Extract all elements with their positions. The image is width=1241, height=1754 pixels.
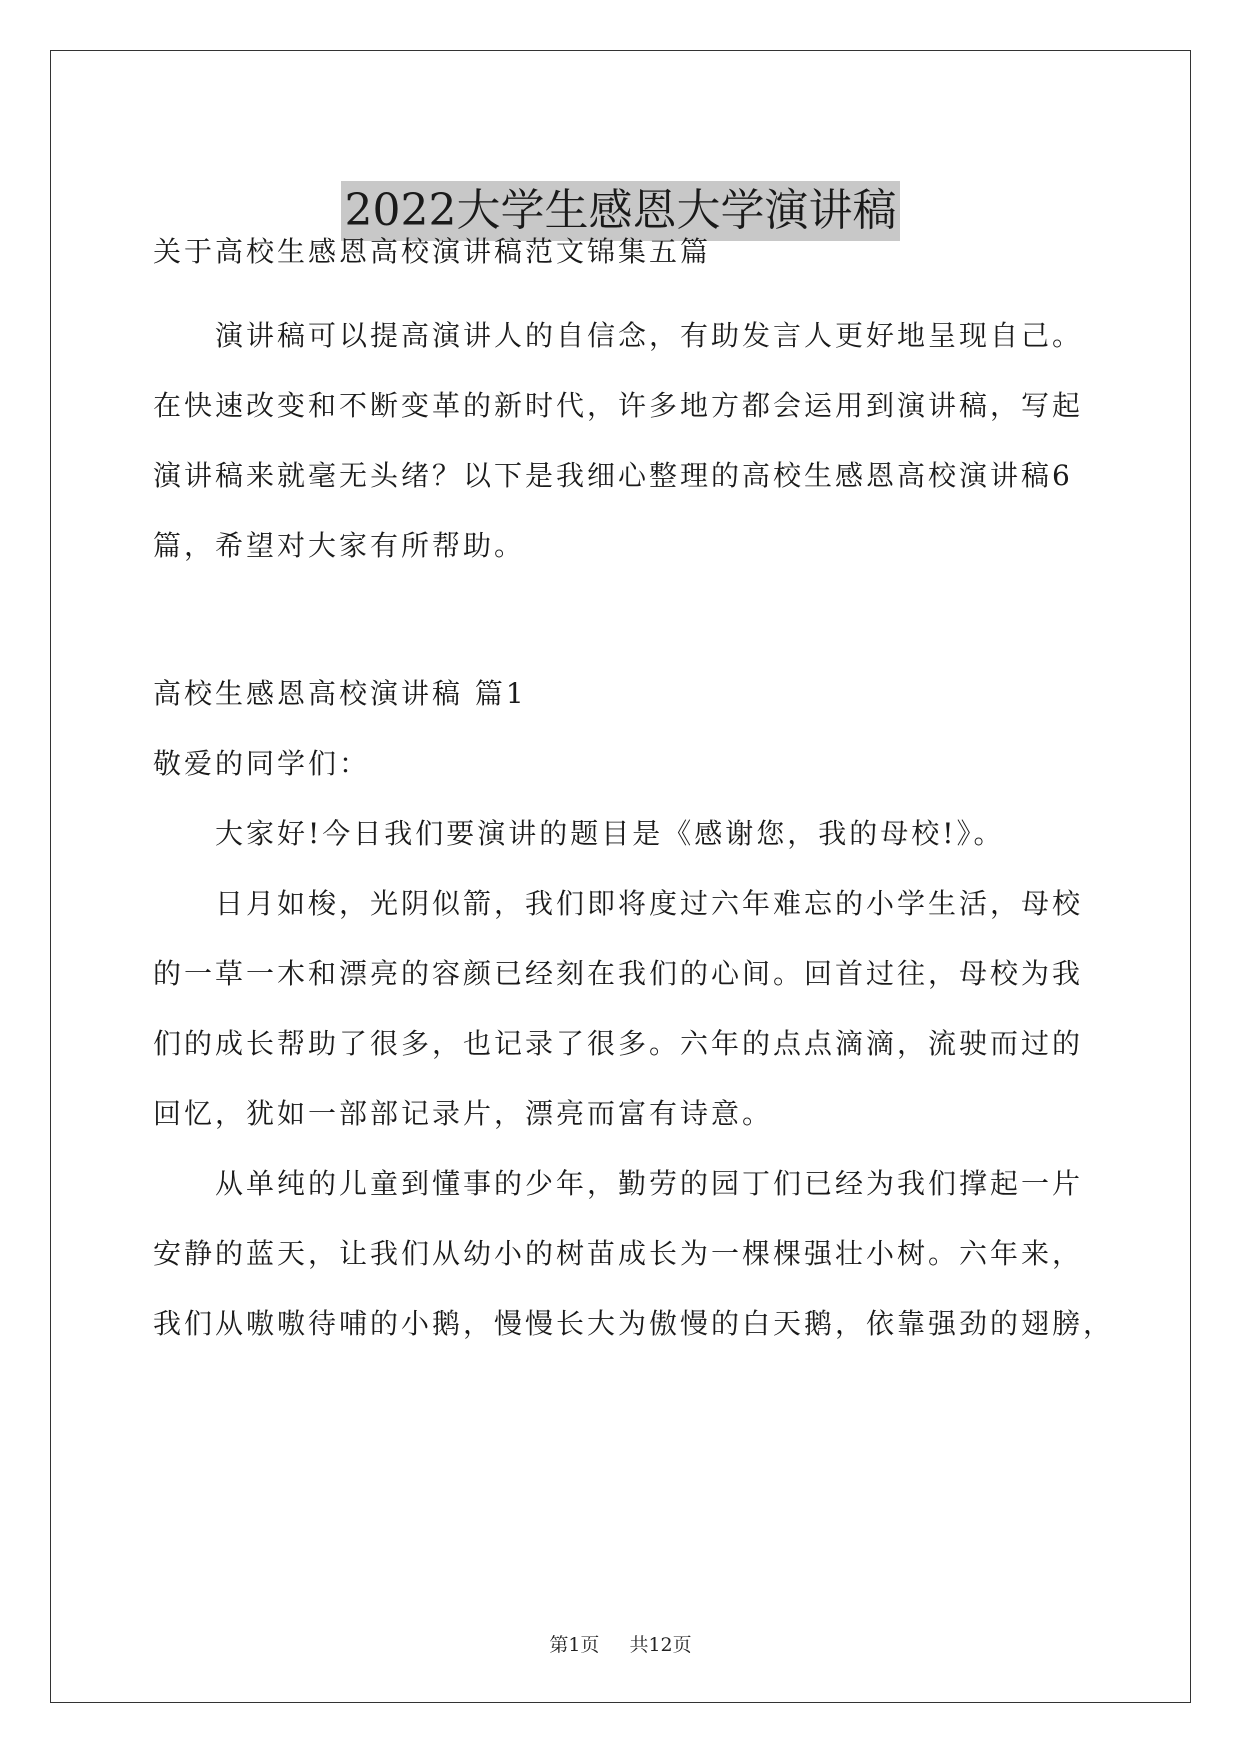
intro-line: 演讲稿可以提高演讲人的自信念，有助发言人更好地呈现自己。 xyxy=(215,319,1084,352)
paragraph-line: 日月如梭，光阴似箭，我们即将度过六年难忘的小学生活，母校 xyxy=(215,887,1084,920)
paragraph-line: 回忆，犹如一部部记录片，漂亮而富有诗意。 xyxy=(153,1097,774,1130)
intro-line: 演讲稿来就毫无头绪？以下是我细心整理的高校生感恩高校演讲稿6 xyxy=(153,459,1073,492)
intro-line: 在快速改变和不断变革的新时代，许多地方都会运用到演讲稿，写起 xyxy=(153,389,1084,422)
paragraph-line: 安静的蓝天，让我们从幼小的树苗成长为一棵棵强壮小树。六年来， xyxy=(153,1237,1084,1270)
intro-line: 篇，希望对大家有所帮助。 xyxy=(153,529,526,562)
page-number: 第1页 xyxy=(549,1634,600,1656)
document-body xyxy=(153,234,1115,1342)
paragraph-line: 的一草一木和漂亮的容颜已经刻在我们的心间。回首过往，母校为我 xyxy=(153,957,1084,990)
paragraph-line: 们的成长帮助了很多，也记录了很多。六年的点点滴滴，流驶而过的 xyxy=(153,1027,1084,1060)
subtitle: 关于高校生感恩高校演讲稿范文锦集五篇 xyxy=(153,235,712,268)
section-heading: 高校生感恩高校演讲稿 篇1 xyxy=(153,677,527,710)
paragraph-line: 从单纯的儿童到懂事的少年，勤劳的园丁们已经为我们撑起一片 xyxy=(215,1167,1084,1200)
salutation: 敬爱的同学们： xyxy=(153,747,371,780)
greeting: 大家好!今日我们要演讲的题目是《感谢您，我的母校!》。 xyxy=(215,817,1005,850)
paragraph-line: 我们从嗷嗷待哺的小鹅，慢慢长大为傲慢的白天鹅，依靠强劲的翅膀， xyxy=(153,1307,1115,1340)
page-footer xyxy=(0,1630,1241,1657)
document-title: 2022大学生感恩大学演讲稿 xyxy=(341,181,901,241)
page-total: 共12页 xyxy=(629,1634,692,1656)
